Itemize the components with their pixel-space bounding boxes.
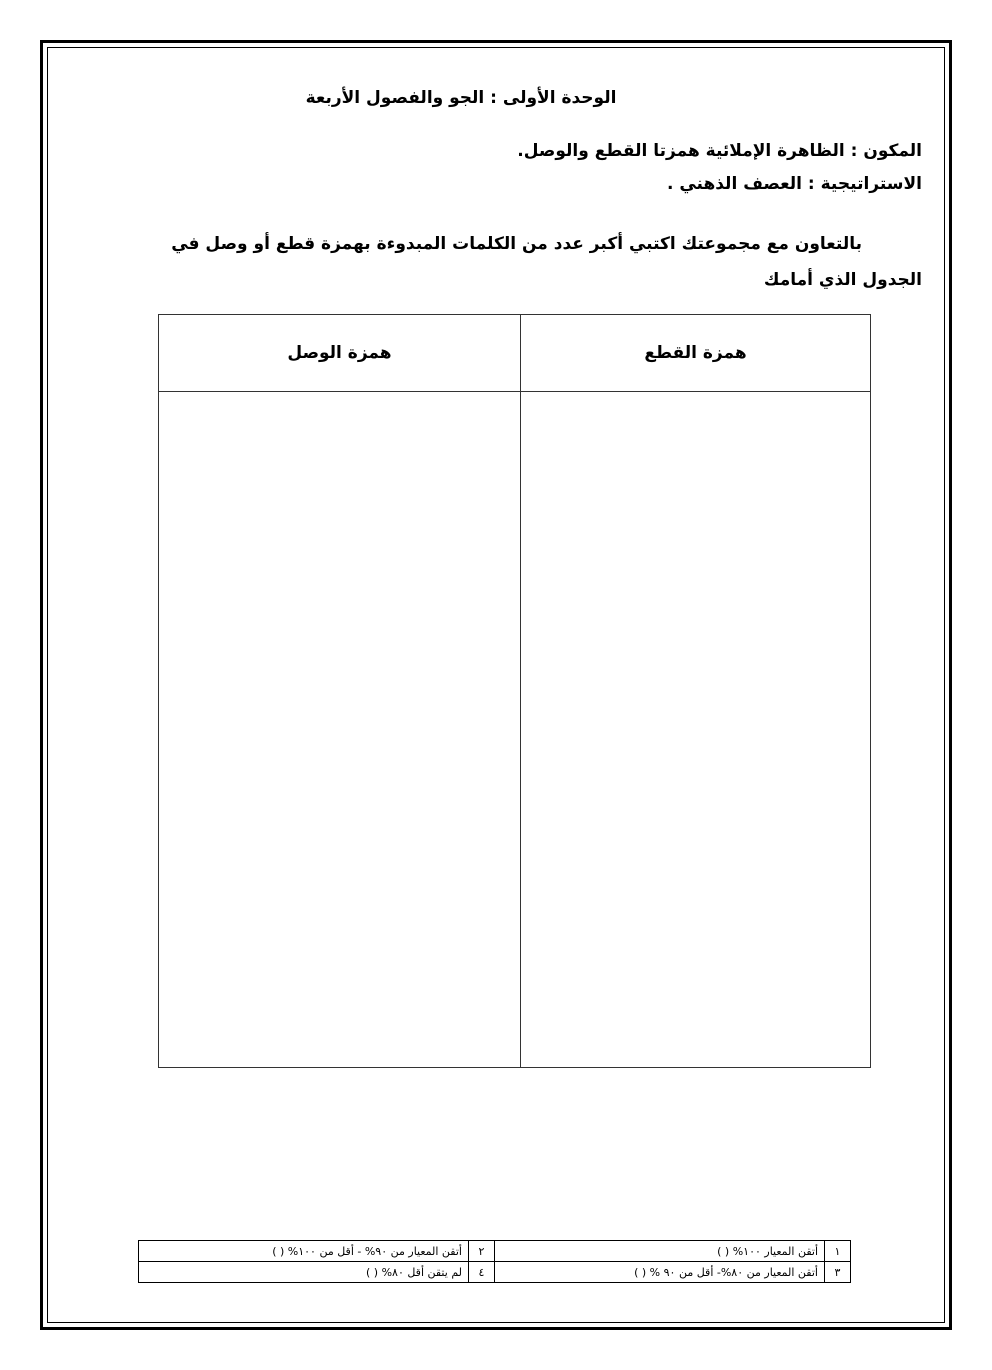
rubric-row	[139, 1262, 851, 1283]
rubric-table	[138, 1240, 851, 1283]
words-table-body-row	[159, 392, 871, 1068]
task-instruction: بالتعاون مع مجموعتك اكتبي أكبر عدد من الكلمات المبدوءة بهمزة قطع أو وصل في الجدول الذي أمامك	[171, 234, 922, 290]
words-table	[158, 314, 871, 1068]
rubric-row	[139, 1241, 851, 1262]
rubric-number: ٣	[825, 1262, 851, 1283]
wasl-words-cell[interactable]	[159, 392, 521, 1068]
rubric-number: ٢	[469, 1241, 495, 1262]
words-table-header-row	[159, 315, 871, 392]
rubric-number: ٤	[469, 1262, 495, 1283]
strategy-line: الاستراتيجية : العصف الذهني .	[666, 174, 922, 194]
unit-title: الوحدة الأولى : الجو والفصول الأربعة	[305, 88, 617, 108]
component-line: المكون : الظاهرة الإملائية همزتا القطع والوصل.	[517, 141, 922, 161]
rubric-criterion: أتقن المعيار من ٩٠% - أقل من ١٠٠% ( )	[139, 1241, 469, 1262]
rubric-criterion: لم يتقن أقل ٨٠% ( )	[139, 1262, 469, 1283]
rubric-criterion: أتقن المعيار ١٠٠% ( )	[495, 1241, 825, 1262]
qat-words-cell[interactable]	[521, 392, 871, 1068]
column-header-qat: همزة القطع	[521, 315, 871, 392]
rubric-number: ١	[825, 1241, 851, 1262]
column-header-wasl: همزة الوصل	[159, 315, 521, 392]
rubric-criterion: أتقن المعيار من ٨٠%- أقل من ٩٠ % ( )	[495, 1262, 825, 1283]
